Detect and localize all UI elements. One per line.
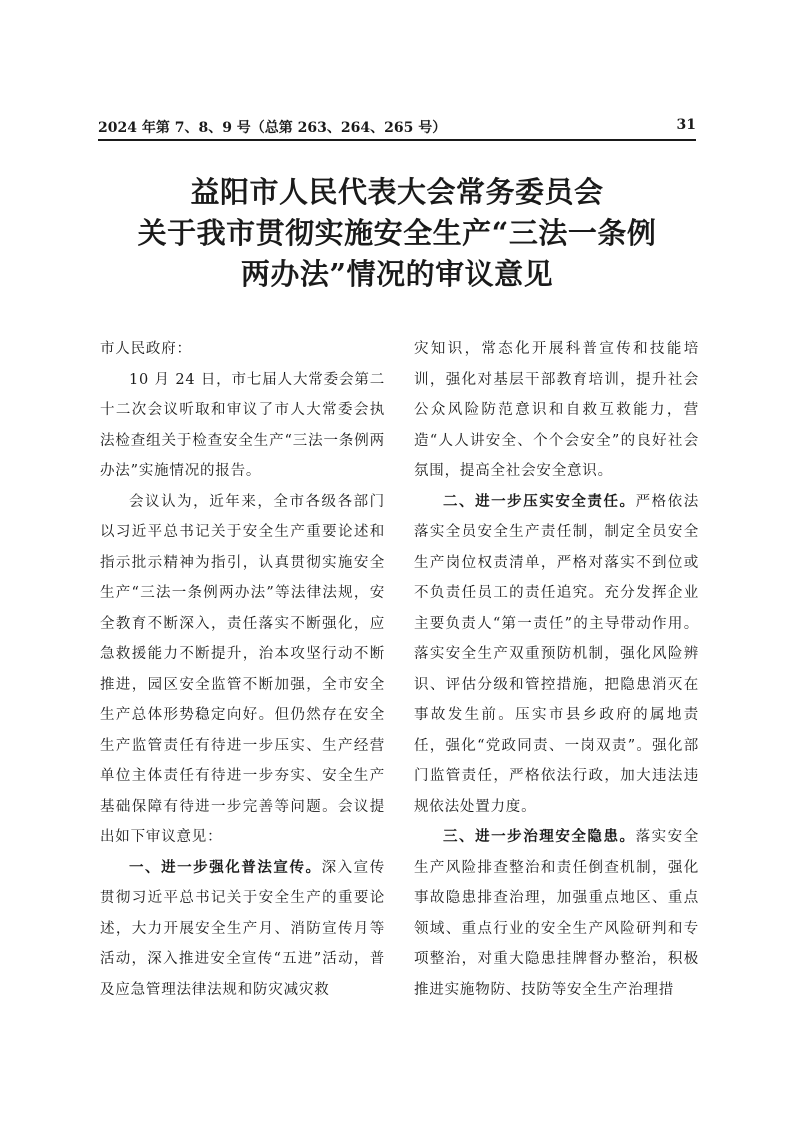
right-column <box>414 334 699 1005</box>
section-3-paragraph <box>414 822 699 1005</box>
section-1-paragraph <box>100 853 385 1006</box>
section-2-heading: 二、进一步压实安全责任。 <box>443 493 636 510</box>
section-3-text: 落实安全生产风险排查整治和责任倒查机制，强化事故隐患排查治理，加强重点地区、重点领域、重点行业的安全生产风险研判和专项整治，对重大隐患挂牌督办整治，积极推进实施物防、技防等安全生产治理措 <box>414 829 699 998</box>
title-line-1: 益阳市人民代表大会常务委员会 <box>190 175 604 209</box>
section-1-text: 深入宣传贯彻习近平总书记关于安全生产的重要论述，大力开展安全生产月、消防宣传月等活动，深入推进安全宣传“五进”活动，普及应急管理法律法规和防灾减灾救 <box>100 859 385 998</box>
section-2-text: 严格依法落实全员安全生产责任制，制定全员安全生产岗位权责清单，严格对落实不到位或不负责任员工的责任追究。充分发挥企业主要负责人“第一责任”的主导带动作用。落实安全生产双重预防机制，强化风险辨识、评估分级和管控措施，把隐患消灭在事故发生前。压实市县乡政府的属地责任，强化“党政同责、一岗双责”。强化部门监管责任，严格依法行政，加大违法违规依法处置力度。 <box>414 493 699 815</box>
header-rule <box>98 139 696 141</box>
paragraph-2: 会议认为，近年来，全市各级各部门以习近平总书记关于安全生产重要论述和指示批示精神为指引，认真贯彻实施安全生产“三法一条例两办法”等法律法规，安全教育不断深入，责任落实不断强化，应急救援能力不断提升，治本攻坚行动不断推进，园区安全监管不断加强，全市安全生产总体形势稳定向好。但仍然存在安全生产监管责任有待进一步压实、生产经营单位主体责任有待进一步夯实、安全生产基础保障有待进一步完善等问题。会议提出如下审议意见： <box>100 493 385 845</box>
section-1-continuation: 灾知识，常态化开展科普宣传和技能培训，强化对基层干部教育培训，提升社会公众风险防范意识和自救互救能力，营造“人人讲安全、个个会安全”的良好社会氛围，提高全社会安全意识。 <box>414 341 699 479</box>
running-header <box>98 117 696 139</box>
document-title <box>98 172 696 295</box>
issue-info: 2024 年第 7、8、9 号（总第 263、264、265 号） <box>98 120 447 136</box>
title-line-2: 关于我市贯彻实施安全生产“三法一条例 <box>137 216 657 250</box>
left-column <box>100 334 385 1005</box>
section-3-heading: 三、进一步治理安全隐患。 <box>443 829 636 845</box>
paragraph-1: 10 月 24 日，市七届人大常委会第二十二次会议听取和审议了市人大常委会执法检查组关于检查安全生产“三法一条例两办法”实施情况的报告。 <box>100 371 385 479</box>
section-1-heading: 一、进一步强化普法宣传。 <box>129 859 322 876</box>
salutation: 市人民政府： <box>100 341 192 357</box>
title-line-3: 两办法”情况的审议意见 <box>240 257 554 291</box>
section-2-paragraph <box>414 487 699 823</box>
page-number: 31 <box>676 117 696 133</box>
